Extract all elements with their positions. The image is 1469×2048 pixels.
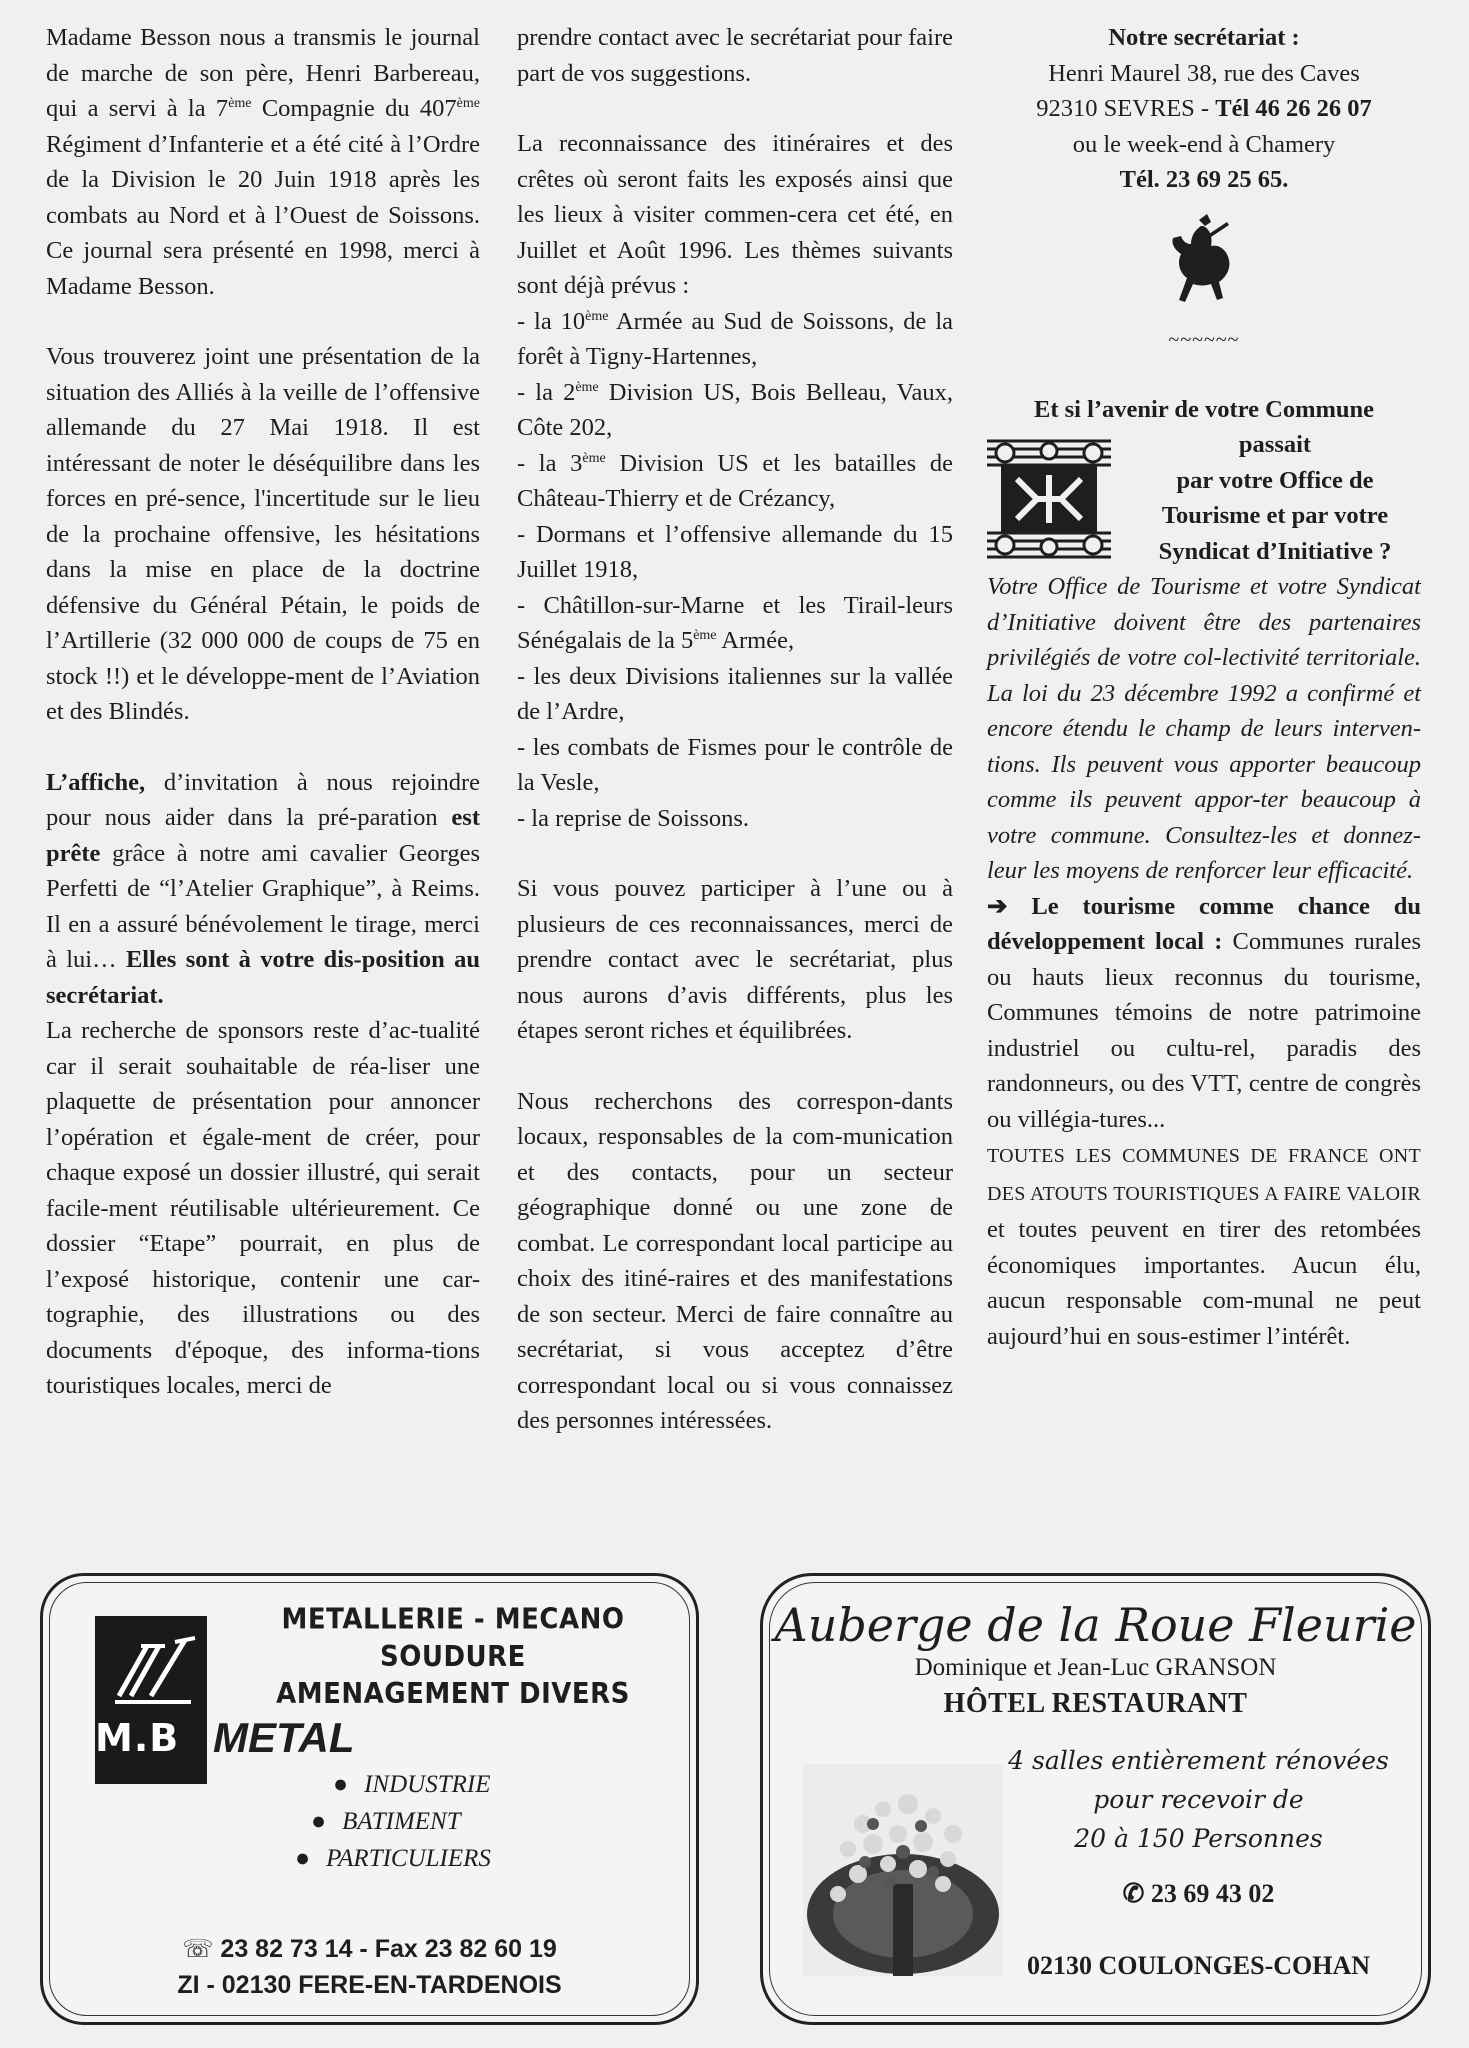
separator-tildes: ~~~~~~ <box>1168 328 1240 351</box>
mb-metal-label: METAL <box>213 1714 355 1761</box>
paragraph-reconnaissance: La reconnaissance des itinéraires et des crêtes où seront faits les exposés ainsi que les lieux à visiter commen-cera cet été, en Juillet et Août 1996. Les thèmes suivants sont déjà prévus : <box>517 130 953 299</box>
ad-mb-metal <box>40 1573 699 2025</box>
secretariat-weekend: ou le week-end à Chamery <box>1072 130 1336 158</box>
paragraph-affiche: L’affiche, d’invitation à nous rejoindre pour nous aider dans la pré-paration est prête grâce à notre ami cavalier Georges Perfetti de “l’Atelier Graphique”, à Reims. Il en a assuré bénévolement le tirage, merci à lui… Elles sont à votre dis-position au secrétariat. <box>46 768 480 1009</box>
paragraph-sponsors: La recherche de sponsors reste d’ac-tualité car il serait souhaitable de réa-liser une plaquette de présentation pour annoncer l’opération et égale-ment de créer, pour chaque exposé un dossier illustré, qui serait facile-ment réutilisable ultérieurement. Ce dossier “Etape” pourrait, en plus de l’exposé historique, contenir une car-tographie, des illustrations ou des documents d'époque, des informa-tions touristiques locales, merci de <box>46 1017 480 1399</box>
auberge-title: Auberge de la Roue Fleurie <box>774 1598 1417 1652</box>
auberge-type: HÔTEL RESTAURANT <box>943 1688 1248 1719</box>
bullet-icon: ● <box>311 1808 327 1835</box>
mb-metal-title: METALLERIE - MECANO SOUDURE AMENAGEMENT DIVERS <box>276 1603 630 1711</box>
ad-auberge-roue-fleurie <box>760 1573 1431 2025</box>
paragraph-participer: Si vous pouvez participer à l’une ou à plusieurs de ces reconnaissances, merci de prendre contact avec le secrétariat, plus nous aurons d’avis différents, plus les étapes seront riches et équilibrées. <box>517 875 953 1044</box>
theme-item: - la 2ème Division US, Bois Belleau, Vaux, Côte 202, <box>517 378 953 441</box>
list-item: ● INDUSTRIE <box>333 1771 491 1798</box>
syndicat-heading: Et si l’avenir de votre Commune <box>1033 395 1375 423</box>
bullet-icon: ● <box>333 1771 349 1798</box>
list-item: ● BATIMENT <box>311 1808 461 1835</box>
auberge-salles: 4 salles entièrement rénovées pour recevoir de 20 à 150 Personnes <box>1008 1746 1389 1853</box>
auberge-address: 02130 COULONGES-COHAN <box>1026 1951 1371 1980</box>
mb-metal-logo-icon <box>95 1624 207 1714</box>
theme-item: - la 3ème Division US et les batailles de Château-Thierry et de Crézancy, <box>517 449 953 512</box>
paragraph-besson: Madame Besson nous a transmis le journal de marche de son père, Henri Barbereau, qui a servi à la 7ème Compagnie du 407ème Régiment d’Infanterie et a été cité à l’Ordre de la Division le 20 Juin 1918 après les combats au Nord et à l’Ouest de Soissons. Ce journal sera présenté en 1998, merci à Madame Besson. <box>46 24 480 300</box>
secretariat-phone: 92310 SEVRES - Tél 46 26 26 07 <box>1036 95 1372 122</box>
syndicat-heading-line2: passait <box>1238 431 1312 458</box>
office-tourisme-logo-icon <box>987 435 1111 563</box>
mb-metal-services <box>295 1766 491 1877</box>
paragraph-correspondants: Nous recherchons des correspon-dants locaux, responsables de la com-munication et des contacts, pour un secteur géographique donné ou une zone de combat. Le correspondant local participe au choix des itiné-raires et des manifestations de son secteur. Merci de faire connaître au secrétariat, si vous acceptez d’être correspondant local ou si vous connaissez des personnes intéressées. <box>517 1087 953 1434</box>
paragraph-allies: Vous trouverez joint une présentation de la situation des Alliés à la veille de l’offensive allemande du 27 Mai 1918. Il est intéressant de noter le déséquilibre dans les forces en pré-sence, l'incertitude sur le lieu de la prochaine offensive, les hésitations dans la mise en place de la doctrine défensive du Général Pétain, le poids de l’Artillerie (32 000 000 de coups de 75 en stock !!) et le développe-ment de l’Aviation et des Blindés. <box>46 343 480 725</box>
knight-icon <box>1169 212 1239 322</box>
column-1 <box>46 20 480 1404</box>
syndicat-heading-line3: par votre Office de Tourisme et par votre Syndicat d’Initiative ? <box>1158 466 1392 565</box>
bullet-icon: ● <box>295 1845 311 1872</box>
theme-item: - la 10ème Armée au Sud de Soissons, de la forêt à Tigny-Hartennes, <box>517 307 953 370</box>
theme-item: - Dormans et l’offensive allemande du 15 Juillet 1918, <box>517 520 953 583</box>
phone-icon: ✆ <box>1122 1879 1145 1908</box>
list-item: ● PARTICULIERS <box>295 1845 491 1872</box>
secretariat-weekend-phone: Tél. 23 69 25 65. <box>1119 166 1289 193</box>
theme-item: - Châtillon-sur-Marne et les Tirail-leurs Sénégalais de la 5ème Armée, <box>517 591 953 654</box>
paragraph-communes: TOUTES LES COMMUNES DE FRANCE ONT DES ATOUTS TOURISTIQUES A FAIRE VALOIR et toutes peuvent en tirer des retombées économiques importantes. Aucun élu, aucun responsable com-munal ne peut aujourd’hui en sous-estimer l’intérêt. <box>987 1145 1421 1350</box>
theme-item: - la reprise de Soissons. <box>517 804 750 832</box>
theme-item: - les combats de Fismes pour le contrôle de la Vesle, <box>517 733 953 796</box>
mb-metal-contact: ☏ 23 82 73 14 - Fax 23 82 60 19 ZI - 02130 FERE-EN-TARDENOIS <box>177 1935 562 1999</box>
paragraph-office-tourisme: Votre Office de Tourisme et votre Syndicat d’Initiative doivent être des partenaires privilégiés de votre col-lectivité territoriale. La loi du 23 décembre 1992 a confirmé et encore étendu le champ de leurs interven-tions. Ils peuvent vous apporter beaucoup comme ils peuvent appor-ter beaucoup à votre commune. Consultez-les et donnez-leur les moyens de renforcer leur efficacité. <box>987 573 1421 884</box>
column-2 <box>517 20 953 1439</box>
auberge-phone: ✆ 23 69 43 02 <box>1122 1879 1275 1908</box>
paragraph-contact: prendre contact avec le secrétariat pour faire part de vos suggestions. <box>517 24 953 87</box>
column-3 <box>987 20 1421 1354</box>
arrow-icon: ➔ <box>987 892 1008 920</box>
auberge-owners: Dominique et Jean-Luc GRANSON <box>914 1654 1277 1681</box>
secretariat-address: Henri Maurel 38, rue des Caves <box>1048 59 1360 87</box>
paragraph-tourisme-chance: ➔ Le tourisme comme chance du développement local : Communes rurales ou hauts lieux reconnus du tourisme, Communes témoins de notre patrimoine industriel ou cultu-rel, paradis des randonneurs, ou des VTT, centre de congrès ou villégia-tures... <box>987 892 1421 1133</box>
mb-brand-label: M.B <box>95 1716 180 1760</box>
theme-item: - les deux Divisions italiennes sur la vallée de l’Ardre, <box>517 662 953 725</box>
flower-photo <box>803 1764 1003 1976</box>
phone-icon: ☏ <box>182 1935 214 1963</box>
secretariat-title: Notre secrétariat : <box>1108 24 1300 51</box>
